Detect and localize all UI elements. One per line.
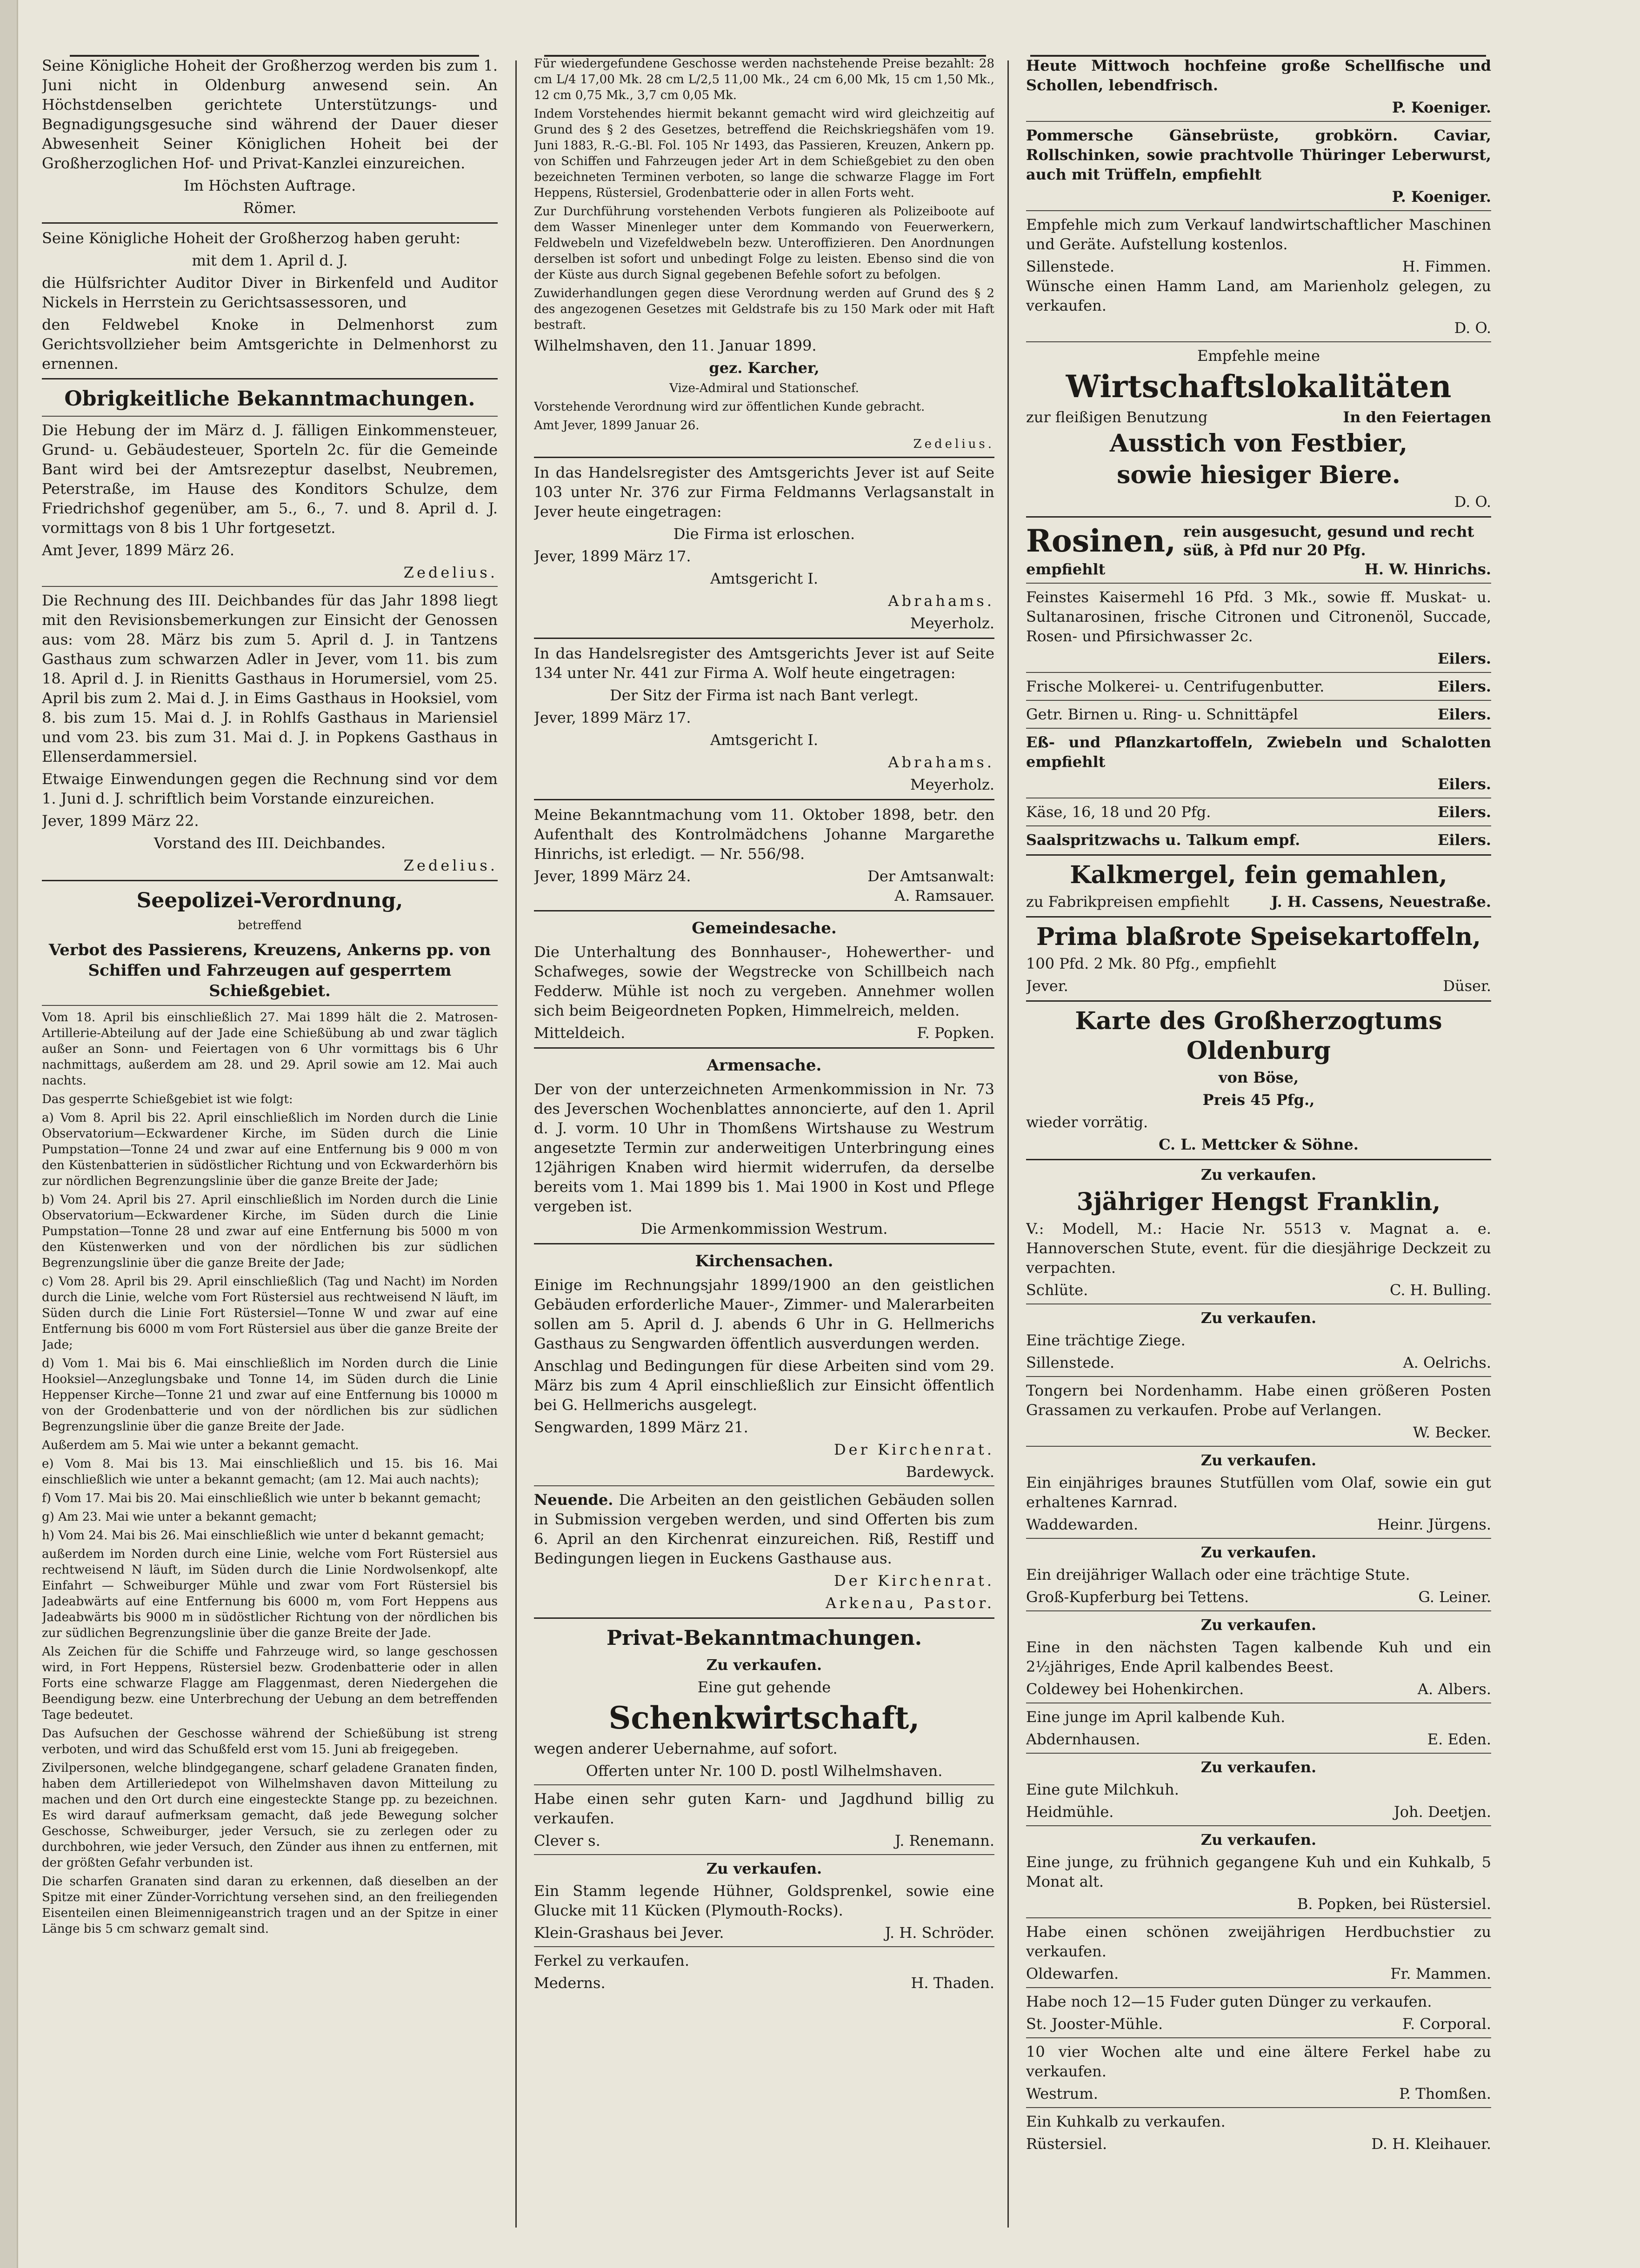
ad-signature: J. H. Cassens, Neuestraße. [1271, 893, 1491, 911]
separator [1026, 210, 1491, 211]
ad-signature: A. Albers. [1417, 1680, 1491, 1698]
ad-place: Rüstersiel. [1026, 2135, 1107, 2153]
separator [534, 1047, 994, 1049]
ad-signature: D. O. [1454, 319, 1491, 337]
ad-headline: Kalkmergel, fein gemahlen, [1070, 861, 1447, 889]
separator [1026, 1825, 1491, 1826]
ad-text: Eine junge im April kalbende Kuh. [1026, 1708, 1286, 1726]
ad-text: Ferkel zu verkaufen. [534, 1952, 690, 1969]
regulation-paragraph: Als Zeichen für die Schiffe und Fahrzeuge wird, so lange geschossen wird, in Fort Heppens, Rüstersiel bezw. Grodenbatterie oder in allen Forts eine schwarze Flagge am Flaggenmast, deren Niedergehen die Beendigung bezw. eine Unterbrechung der Uebung an dem betreffenden Tage bedeutet. [42, 1645, 498, 1722]
regulation-paragraph: h) Vom 24. Mai bis 26. Mai einschließlich wie unter d bekannt gemacht; [42, 1529, 485, 1543]
ad-text: rein ausgesucht, gesund und recht süß, à Pfd nur 20 Pfg. [1183, 523, 1474, 559]
ad-footer-row [1026, 2134, 1491, 2154]
notice-text: Seine Königliche Hoheit der Großherzog werden bis zum 1. Juni nicht in Oldenburg anwesend sein. An Höchstdenselben gerichtete Unterstützungs- und Begnadigungsgesuche sind während der Dauer dieser Abwesenheit Seiner Königlichen Hoheit bei der Großherzoglichen Hof- und Privat-Kanzlei einzureichen. [42, 57, 498, 172]
notice-signature: Zedelius. [403, 857, 498, 874]
ad-text: Feinstes Kaisermehl 16 Pfd. 3 Mk., sowie ff. Muskat- u. Sultanarosinen, frische Citronen und Citronenöl, Succade, Rosen- und Pfirsichwasser 2c. [1026, 588, 1491, 645]
section-title: Seepolizei-Verordnung, [136, 889, 403, 912]
notice-date: Jever, 1899 März 22. [42, 812, 199, 830]
notice-text: Vorstehende Verordnung wird zur öffentlichen Kunde gebracht. [534, 400, 925, 414]
regulation-paragraph: b) Vom 24. April bis 27. April einschließlich im Norden durch die Linie Observatorium—Eckwardener Kirche, im Süden durch die Linie Pumpstation—Tonne 28 und zwar auf eine Entfernung bis 5000 m von den Küstenwerken und von der nördlichen bis zur südlichen Begrenzungslinie über die ganze Breite der Jade; [42, 1193, 498, 1270]
ad-signature: D. H. Kleihauer. [1371, 2135, 1491, 2153]
separator [1026, 1159, 1491, 1160]
ad-text: Wünsche einen Hamm Land, am Marienholz gelegen, zu verkaufen. [1026, 277, 1491, 314]
notice-signature: Arkenau, Pastor. [825, 1594, 994, 1612]
ad-place: Heidmühle. [1026, 1803, 1114, 1821]
notice-line: die Hülfsrichter Auditor Diver in Birkenfeld und Auditor Nickels in Herrstein zu Gerichtsassessoren, und [42, 274, 498, 311]
column-1 [42, 56, 498, 2241]
notice-text [534, 1490, 994, 1568]
ad-text: 100 Pfd. 2 Mk. 80 Pfg., empfiehlt [1026, 955, 1276, 972]
ad-line: wieder vorrätig. [1026, 1113, 1148, 1131]
notice-role: Der Kirchenrat. [834, 1572, 994, 1590]
ad-signature: Eilers. [1437, 705, 1491, 723]
notice-footer-row [534, 866, 994, 886]
ad-line: Empfehle meine [1197, 347, 1320, 365]
ad-headline: Rosinen, [1026, 523, 1176, 559]
ad-footer-row [1026, 1353, 1491, 1372]
separator [42, 880, 498, 881]
ad-place: St. Jooster-Mühle. [1026, 2015, 1163, 2033]
ad-title: Zu verkaufen. [1200, 1758, 1317, 1776]
notice-footer-row [534, 1023, 994, 1043]
ad-footer-row [1026, 1515, 1491, 1534]
separator [1026, 700, 1491, 701]
ad-signature: Heinr. Jürgens. [1377, 1516, 1491, 1533]
regulation-paragraph: Zivilpersonen, welche blindgegangene, scharf geladene Granaten finden, haben dem Artilleriedepot von Wilhelmshaven davon Mitteilung zu machen und den Ort durch eine eingesteckte Stange pp. zu bezeichnen. Es wird darauf aufmerksam gemacht, daß jede Bewegung solcher Geschosse, Schweiburger, jeder Versuch, sie zu zerlegen oder zu durchbohren, wie jeder Versuch, den Zünder aus ihnen zu entfernen, mit der größten Gefahr verbunden ist. [42, 1761, 498, 1870]
regulation-paragraph: Vom 18. April bis einschließlich 27. Mai 1899 hält die 2. Matrosen-Artillerie-Abteilung auf der Jade eine Schießübung ab und zwar täglich außer an Sonn- und Feiertagen von 6 Uhr vormittags bis 6 Uhr nachmittags, außerdem am 28. und 29. April sowie am 12. Mai auch nachts. [42, 1011, 498, 1088]
notice-line: mit dem 1. April d. J. [192, 252, 348, 269]
section-title: Armensache. [707, 1056, 822, 1075]
section-title: Kirchensachen. [695, 1252, 833, 1270]
ad-signature: H. Fimmen. [1402, 258, 1491, 275]
ad-signature: Fr. Mammen. [1390, 1965, 1491, 1982]
ad-signature: Eilers. [1437, 678, 1491, 695]
notice-line: Abrahams. [888, 753, 994, 771]
notice-signature: Zedelius. [913, 437, 994, 451]
notice-text: Meine Bekanntmachung vom 11. Oktober 1898, betr. den Aufenthalt des Kontrolmädchens Johanne Margarethe Hinrichs, ist erledigt. — Nr. 556/98. [534, 806, 994, 863]
ad-headline: Wirtschaftslokalitäten [1066, 368, 1452, 405]
ad-text: Käse, 16, 18 und 20 Pfg. [1026, 803, 1211, 821]
ad-footer-row [534, 1923, 994, 1942]
binding-gutter [0, 0, 18, 2268]
ad-place: Waddewarden. [1026, 1516, 1139, 1533]
ad-line: zur fleißigen Benutzung [1026, 408, 1208, 426]
notice-line: Amtsgericht I. [710, 731, 819, 749]
ad-text: Pommersche Gänsebrüste, grobkörn. Caviar, Rollschinken, sowie prachtvolle Thüringer Leberwurst, auch mit Trüffeln, empfiehlt [1026, 126, 1491, 183]
ad-text: Heute Mittwoch hochfeine große Schellfische und Schollen, lebendfrisch. [1026, 57, 1491, 94]
ad-headline: 3jähriger Hengst Franklin, [1076, 1188, 1441, 1216]
notice-text: Der von der unterzeichneten Armenkommission in Nr. 73 des Jeverschen Wochenblattes annoncierte, auf den 1. April d. J. vorm. 10 Uhr in Thomßens Wirtshause zu Westrum angesetzte Termin zur anderweitigen Unterbringung eines 12jährigen Knaben wird hiermit widerrufen, da derselbe bereits vom 1. Mai 1899 bis 1. Mai 1900 in Kost und Pflege vergeben ist. [534, 1080, 994, 1215]
separator [534, 1784, 994, 1785]
notice-text: In das Handelsregister des Amtsgerichts Jever ist auf Seite 103 unter Nr. 376 zur Firma Feldmanns Verlagsanstalt in Jever heute eingetragen: [534, 464, 994, 520]
separator [1026, 1538, 1491, 1539]
notice-signature: Meyerholz. [910, 776, 994, 793]
ad-text: 10 vier Wochen alte und eine ältere Ferkel habe zu verkaufen. [1026, 2043, 1491, 2080]
ad-signature: Düser. [1443, 977, 1491, 995]
separator [1026, 1446, 1491, 1447]
separator [534, 1485, 994, 1486]
ad-signature: Eilers. [1437, 803, 1491, 821]
separator [42, 586, 498, 587]
regulation-paragraph: außerdem im Norden durch eine Linie, welche vom Fort Rüstersiel aus rechtweisend N läuft, im Süden durch die Linie Nordwolsenkopf, alte Einfahrt — Schweiburger Mühle und zwar vom Fort Rüstersiel bis Jadeabwärts auf eine Entfernung bis 6000 m, vom Fort Heppens aus Jadeabwärts bis 9000 m in südöstlicher Richtung von der nördlichen bis zur südlichen Begrenzungslinie über die ganze Breite der Jade. [42, 1547, 498, 1640]
notice-signature: F. Popken. [917, 1024, 994, 1042]
regulation-paragraph: Zuwiderhandlungen gegen diese Verordnung werden auf Grund des § 2 des angezogenen Gesetzes mit Geldstrafe bis zu 150 Mark oder mit Haft bestraft. [534, 286, 994, 332]
ad-headline: Prima blaßrote Speisekartoffeln, [1036, 923, 1481, 951]
separator [534, 1946, 994, 1947]
ad-title: Zu verkaufen. [1200, 1543, 1317, 1561]
notice-date: Sengwarden, 1899 März 21. [534, 1418, 748, 1436]
separator [1026, 516, 1491, 518]
ad-footer-row [1026, 257, 1491, 276]
separator [1026, 2037, 1491, 2038]
notice-date: Amt Jever, 1899 März 26. [42, 541, 235, 559]
separator [1026, 825, 1491, 826]
ad-row [1026, 830, 1491, 850]
regulation-paragraph: Das Aufsuchen der Geschosse während der Schießübung ist streng verboten, und wird das Schußfeld erst vom 15. Juni ab freigegeben. [42, 1727, 498, 1756]
notice-signature: Bardewyck. [906, 1463, 994, 1481]
ad-signature: Eilers. [1437, 650, 1491, 667]
notice-text: Die Unterhaltung des Bonnhauser-, Hohewerther- und Schafweges, sowie der Wegstrecke von Schillbeich nach Fedderw. Mühle ist noch zu vergeben. Annehmer wollen sich beim Beigeordneten Popken, Himmelreich, melden. [534, 943, 994, 1019]
ad-line: Offerten unter Nr. 100 D. postl Wilhelmshaven. [586, 1762, 943, 1780]
separator [534, 457, 994, 458]
regulation-paragraph: Die scharfen Granaten sind daran zu erkennen, daß dieselben an der Spitze mit einer Zünder-Vorrichtung versehen sind, an den freiliegenden Eisenteilen einen Bleimennigeanstrich tragen und an der Spitze in einer Länge bis 5 cm schwarz gemalt sind. [42, 1875, 498, 1936]
ad-signature: P. Koeniger. [1392, 188, 1491, 206]
separator [1026, 121, 1491, 122]
separator [42, 378, 498, 379]
regulation-paragraph: f) Vom 17. Mai bis 20. Mai einschließlich wie unter b bekannt gemacht; [42, 1491, 481, 1505]
ad-text: Ein dreijähriger Wallach oder eine trächtige Stute. [1026, 1566, 1410, 1583]
ad-footer-row [1026, 2084, 1491, 2103]
separator [42, 416, 498, 417]
section-title: Gemeindesache. [692, 919, 837, 938]
section-title: Obrigkeitliche Bekanntmachungen. [64, 387, 475, 411]
notice-date: Jever, 1899 März 17. [534, 709, 691, 726]
separator [534, 1854, 994, 1855]
ad-row [1026, 802, 1491, 822]
notice-body: Die Arbeiten an den geistlichen Gebäuden sollen in Submission vergeben werden, und sind Offerten bis zum 6. April an den Kirchenrat einzureichen. Riß, Restiff und Bedingungen liegen in Euckens Gasthause aus. [534, 1491, 994, 1567]
ad-headline: Schenkwirtschaft, [608, 1700, 920, 1736]
ad-headline: sowie hiesiger Biere. [1117, 461, 1400, 489]
notice-signature: Meyerholz. [910, 614, 994, 632]
regulation-paragraph: a) Vom 8. April bis 22. April einschließlich im Norden durch die Linie Observatorium—Eckwardener Kirche, im Süden durch die Linie Pumpstation—Tonne 24 und zwar auf eine Entfernung bis 9 000 m von den Küstenbatterien in südöstlicher Richtung und von Eckwarderhörn bis zur nördlichen Begrenzungslinie über die ganze Breite der Jade; [42, 1111, 498, 1188]
notice-date: Jever, 1899 März 24. [534, 867, 691, 885]
notice-text: Einige im Rechnungsjahr 1899/1900 an den geistlichen Gebäuden erforderliche Mauer-, Zimmer- und Malerarbeiten sollen am 5. April d. J. abends 6 Uhr in G. Hellmerichs Gasthaus zu Sengwarden öffentlich ausverdungen werden. [534, 1276, 994, 1352]
separator [1026, 728, 1491, 729]
separator [534, 799, 994, 800]
ad-footer-row [1026, 1679, 1491, 1699]
ad-line: Preis 45 Pfg., [1202, 1091, 1315, 1109]
regulation-paragraph: Für wiedergefundene Geschosse werden nachstehende Preise bezahlt: 28 cm L/4 17,00 Mk. 28 cm L/2,5 11,00 Mk., 24 cm 6,00 Mk, 15 cm 1,50 Mk., 12 cm 0,75 Mk., 3,7 cm 0,05 Mk. [534, 57, 994, 102]
ad-line: zu Fabrikpreisen empfiehlt [1026, 893, 1229, 911]
ad-footer-row [1026, 1964, 1491, 1983]
ad-text: Frische Molkerei- u. Centrifugenbutter. [1026, 678, 1325, 695]
regulation-paragraph: Indem Vorstehendes hiermit bekannt gemacht wird wird gleichzeitig auf Grund des § 2 des Gesetzes, betreffend die Reichskriegshäfen vom 19. Juni 1883, R.-G.-Bl. Fol. 105 Nr 1493, das Passieren, Kreuzen, Ankern pp. von Schiffen und Fahrzeugen jeder Art in dem Schießgebiet zu den oben bezeichneten Terminen verboten, so lange die schwarze Flagge im Fort Heppens, Rüstersiel, Grodenbatterie oder in allen Forts weht. [534, 107, 994, 200]
ad-row [1026, 705, 1491, 724]
ad-text: Ein Kuhkalb zu verkaufen. [1026, 2113, 1226, 2130]
notice-role: Der Amtsanwalt: [867, 867, 994, 885]
notice-date: Jever, 1899 März 17. [534, 547, 691, 565]
ad-signature: H. Thaden. [911, 1974, 994, 1992]
column-rule [515, 60, 517, 2228]
separator [1026, 2107, 1491, 2108]
ad-footer-row [1026, 559, 1491, 579]
separator [42, 222, 498, 224]
ad-signature: F. Corporal. [1402, 2015, 1491, 2033]
ad-place: Abdernhausen. [1026, 1730, 1140, 1748]
ad-signature: C. L. Mettcker & Söhne. [1159, 1136, 1359, 1153]
ad-signature: D. O. [1454, 493, 1491, 511]
notice-role: Der Kirchenrat. [834, 1441, 994, 1458]
ad-footer-row [534, 1973, 994, 1993]
ad-title: Zu verkaufen. [1200, 1831, 1317, 1849]
ad-signature: E. Eden. [1427, 1730, 1491, 1748]
separator [1026, 1917, 1491, 1918]
ad-text: Eine in den nächsten Tagen kalbende Kuh und ein 2½jähriges, Ende April kalbendes Beest. [1026, 1638, 1491, 1676]
ad-title: Zu verkaufen. [1200, 1166, 1317, 1184]
ad-place: Schlüte. [1026, 1281, 1088, 1299]
ad-text: Empfehle mich zum Verkauf landwirtschaftlicher Maschinen und Geräte. Aufstellung kostenlos. [1026, 216, 1491, 253]
separator [42, 1005, 498, 1006]
notice-text: Anschlag und Bedingungen für diese Arbeiten sind vom 29. März bis zum 4 April einschließlich zur Einsicht öffentlich bei G. Hellmerichs ausgelegt. [534, 1357, 994, 1414]
column-3 [1026, 56, 1491, 2241]
ad-footer-row [1026, 976, 1491, 996]
ad-row [1026, 677, 1491, 696]
notice-line: den Feldwebel Knoke in Delmenhorst zum Gerichtsvollzieher beim Amtsgerichte in Delmenhorst zu ernennen. [42, 316, 498, 372]
ad-place: Groß-Kupferburg bei Tettens. [1026, 1588, 1249, 1606]
notice-line: Der Sitz der Firma ist nach Bant verlegt. [610, 686, 919, 704]
ad-signature: C. H. Bulling. [1389, 1281, 1491, 1299]
notice-text: Die Hebung der im März d. J. fälligen Einkommensteuer, Grund- u. Gebäudesteuer, Sporteln 2c. für die Gemeinde Bant wird bei der Amtsrezeptur daselbst, Neubremen, Peterstraße, im Hause des Konditors Schulze, dem Friedrichshof gegenüber, am 5., 6., 7. und 8. April d. J. vormittags von 8 bis 1 Uhr fortgesetzt. [42, 421, 498, 537]
ad-line: wegen anderer Uebernahme, auf sofort. [534, 1740, 838, 1757]
ad-text: Tongern bei Nordenhamm. Habe einen größeren Posten Grassamen zu verkaufen. Probe auf Verlangen. [1026, 1382, 1491, 1419]
ad-place: Sillenstede. [1026, 1354, 1114, 1371]
ad-footer-row [1026, 2014, 1491, 2034]
notice-line: Die Firma ist erloschen. [673, 525, 855, 543]
ad-signature: J. H. Schröder. [885, 1924, 994, 1942]
separator [534, 910, 994, 911]
notice-text: In das Handelsregister des Amtsgerichts Jever ist auf Seite 134 unter Nr. 441 zur Firma A. Wolf heute eingetragen: [534, 645, 994, 682]
notice-text: Etwaige Einwendungen gegen die Rechnung sind vor dem 1. Juni d. J. schriftlich beim Vorstande einzureichen. [42, 770, 498, 807]
ad-subtitle: Zu verkaufen. [706, 1656, 822, 1674]
notice-date: Amt Jever, 1899 Januar 26. [534, 419, 700, 432]
ad-title: Zu verkaufen. [706, 1860, 822, 1877]
ad-text: Habe einen schönen zweijährigen Herdbuchstier zu verkaufen. [1026, 1923, 1491, 1960]
ad-title: Zu verkaufen. [1200, 1451, 1317, 1469]
ad-text: Saalspritzwachs u. Talkum empf. [1026, 831, 1300, 849]
separator [534, 1617, 994, 1619]
ad-signature: W. Becker. [1413, 1423, 1491, 1441]
regulation-paragraph: Das gesperrte Schießgebiet ist wie folgt: [42, 1092, 293, 1106]
notice-line: Abrahams. [888, 592, 994, 610]
ad-text: Habe noch 12—15 Fuder guten Dünger zu verkaufen. [1026, 1993, 1432, 2010]
ad-signature: P. Koeniger. [1392, 99, 1491, 116]
separator [1026, 341, 1491, 342]
ad-text: Eß- und Pflanzkartoffeln, Zwiebeln und Schalotten empfiehlt [1026, 733, 1491, 771]
notice-signature: A. Ramsauer. [894, 887, 994, 905]
notice-signature: Römer. [243, 199, 297, 217]
regulation-paragraph: c) Vom 28. April bis 29. April einschließlich (Tag und Nacht) im Norden durch die Linie, welche vom Fort Rüstersiel aus rechtweisend N läuft, im Süden durch die Linie Fort Rüstersiel—Tonne W und zwar auf eine Entfernung bis 6000 m vom Fort Rüstersiel aus über die ganze Breite der Jade; [42, 1275, 498, 1352]
ad-signature: B. Popken, bei Rüstersiel. [1297, 1895, 1491, 1913]
notice-intro: Seine Königliche Hoheit der Großherzog haben geruht: [42, 229, 461, 247]
ad-place: Clever s. [534, 1832, 600, 1849]
regulation-paragraph: g) Am 23. Mai wie unter a bekannt gemacht; [42, 1510, 317, 1524]
regulation-paragraph: Zur Durchführung vorstehenden Verbots fungieren als Polizeiboote auf dem Wasser Minenleger unter dem Kommando von Feuerwerkern, Feldwebeln und Vizefeldwebeln bezw. Unteroffizieren. Den Anordnungen derselben ist sofort und unbedingt Folge zu leisten. Ebenso sind die von der Küste aus durch Signal gegebenen Befehle sofort zu befolgen. [534, 205, 994, 282]
notice-auftrag: Im Höchsten Auftrage. [183, 177, 356, 194]
ad-text: Eine gute Milchkuh. [1026, 1781, 1179, 1798]
ad-signature: P. Thomßen. [1399, 2085, 1491, 2102]
separator [1026, 583, 1491, 584]
ad-text: V.: Modell, M.: Hacie Nr. 5513 v. Magnat a. e. Hannoverschen Stute, event. für die diesjährige Deckzeit zu verpachten. [1026, 1220, 1491, 1277]
separator [1026, 1753, 1491, 1754]
ad-text: Ein einjähriges braunes Stutfüllen vom Olaf, sowie ein gut erhaltenes Karnrad. [1026, 1474, 1491, 1511]
column-2 [534, 56, 994, 2241]
ad-place: Coldewey bei Hohenkirchen. [1026, 1680, 1244, 1698]
separator [534, 1243, 994, 1244]
regulation-paragraph: Außerdem am 5. Mai wie unter a bekannt gemacht. [42, 1438, 359, 1452]
ad-line: empfiehlt [1026, 560, 1106, 578]
section-subtitle: Verbot des Passierens, Kreuzens, Ankerns pp. von Schiffen und Fahrzeugen auf gesperrtem Schießgebiet. [48, 941, 491, 1000]
ad-signature: Eilers. [1437, 831, 1491, 849]
ad-line: In den Feiertagen [1343, 408, 1491, 426]
notice-place: Mitteldeich. [534, 1024, 626, 1042]
ad-place: Oldewarfen. [1026, 1965, 1119, 1982]
ad-signature: J. Renemann. [894, 1832, 994, 1849]
ad-signature: H. W. Hinrichs. [1364, 560, 1491, 578]
separator [1026, 916, 1491, 918]
separator [1026, 1610, 1491, 1611]
notice-line: Amtsgericht I. [710, 570, 819, 587]
ad-text: Getr. Birnen u. Ring- u. Schnittäpfel [1026, 705, 1298, 723]
ad-text: Eine trächtige Ziege. [1026, 1331, 1186, 1349]
ad-footer-row [1026, 1729, 1491, 1749]
ad-footer-row [1026, 1280, 1491, 1300]
ad-headline: Ausstich von Festbier, [1109, 429, 1408, 458]
regulation-paragraph: e) Vom 8. Mai bis 13. Mai einschließlich und 15. bis 16. Mai einschließlich wie unter a bekannt gemacht; (am 12. Mai auch nachts); [42, 1457, 498, 1487]
ad-signature: A. Oelrichs. [1403, 1354, 1491, 1371]
separator [1026, 672, 1491, 673]
ad-place: Jever. [1026, 977, 1068, 995]
notice-role: Vize-Admiral und Stationschef. [669, 381, 859, 395]
notice-role: Vorstand des III. Deichbandes. [153, 834, 386, 852]
ad-text: Habe einen sehr guten Karn- und Jagdhund billig zu verkaufen. [534, 1790, 994, 1827]
ad-place: Mederns. [534, 1974, 606, 1992]
ad-signature: Joh. Deetjen. [1393, 1803, 1491, 1821]
separator [534, 638, 994, 639]
ad-footer-row [1026, 1802, 1491, 1822]
ad-line: von Böse, [1218, 1069, 1299, 1086]
ad-signature: G. Leiner. [1418, 1588, 1491, 1606]
ad-title: Zu verkaufen. [1200, 1616, 1317, 1634]
ad-text: Eine junge, zu frühnich gegangene Kuh und ein Kuhkalb, 5 Monat alt. [1026, 1853, 1491, 1890]
separator [1026, 1376, 1491, 1377]
separator [1026, 1000, 1491, 1002]
notice-text: Die Rechnung des III. Deichbandes für das Jahr 1898 liegt mit den Revisionsbemerkungen zur Einsicht der Genossen aus: vom 28. März bis zum 5. April d. J. in Tantzens Gasthaus zum schwarzen Adler in Jever, vom 11. bis zum 18. April d. J. in Rienitts Gasthaus in Horumersiel, vom 25. April bis zum 2. Mai d. J. in Eims Gasthaus in Hooksiel, vom 8. bis zum 15. Mai d. J. in Rohlfs Gasthaus in Mariensiel und vom 23. bis zum 31. Mai d. J. in Popkens Gasthaus in Ellenserdammersiel. [42, 592, 498, 765]
ad-line-row [1026, 407, 1491, 427]
ad-rosinen [1026, 522, 1491, 559]
ad-text: Ein Stamm legende Hühner, Goldsprenkel, sowie eine Glucke mit 11 Kücken (Plymouth-Rocks). [534, 1882, 994, 1919]
ad-footer-row [1026, 892, 1491, 911]
section-subtitle-connector: betreffend [238, 918, 302, 932]
ad-signature: Eilers. [1437, 775, 1491, 793]
ad-title: Zu verkaufen. [1200, 1309, 1317, 1327]
notice-place: Wilhelmshaven, den 11. Januar 1899. [534, 337, 817, 354]
separator [1026, 854, 1491, 856]
notice-signature: Zedelius. [403, 564, 498, 581]
section-title: Privat-Bekanntmachungen. [606, 1626, 922, 1650]
ad-footer-row [534, 1831, 994, 1850]
ad-place: Westrum. [1026, 2085, 1098, 2102]
column-rule [1007, 60, 1009, 2228]
separator [1026, 1987, 1491, 1988]
ad-footer-row [1026, 1587, 1491, 1607]
notice-label: Neuende. [534, 1491, 613, 1509]
notice-signature: gez. Karcher, [709, 359, 820, 377]
notice-signature: Die Armenkommission Westrum. [640, 1220, 888, 1237]
ad-place: Sillenstede. [1026, 258, 1114, 275]
regulation-paragraph: d) Vom 1. Mai bis 6. Mai einschließlich im Norden durch die Linie Hooksiel—Anzeglungsbake und Tonne 14, im Süden durch die Linie Heppenser Kirche—Tonne 21 und zwar auf eine Entfernung bis 10000 m von der Grodenbatterie und von der nördlichen bis zur südlichen Begrenzungslinie über die ganze Breite der Jade. [42, 1357, 498, 1434]
ad-place: Klein-Grashaus bei Jever. [534, 1924, 724, 1942]
ad-headline: Karte des Großherzogtums Oldenburg [1075, 1007, 1442, 1065]
ad-line: Eine gut gehende [697, 1678, 831, 1696]
